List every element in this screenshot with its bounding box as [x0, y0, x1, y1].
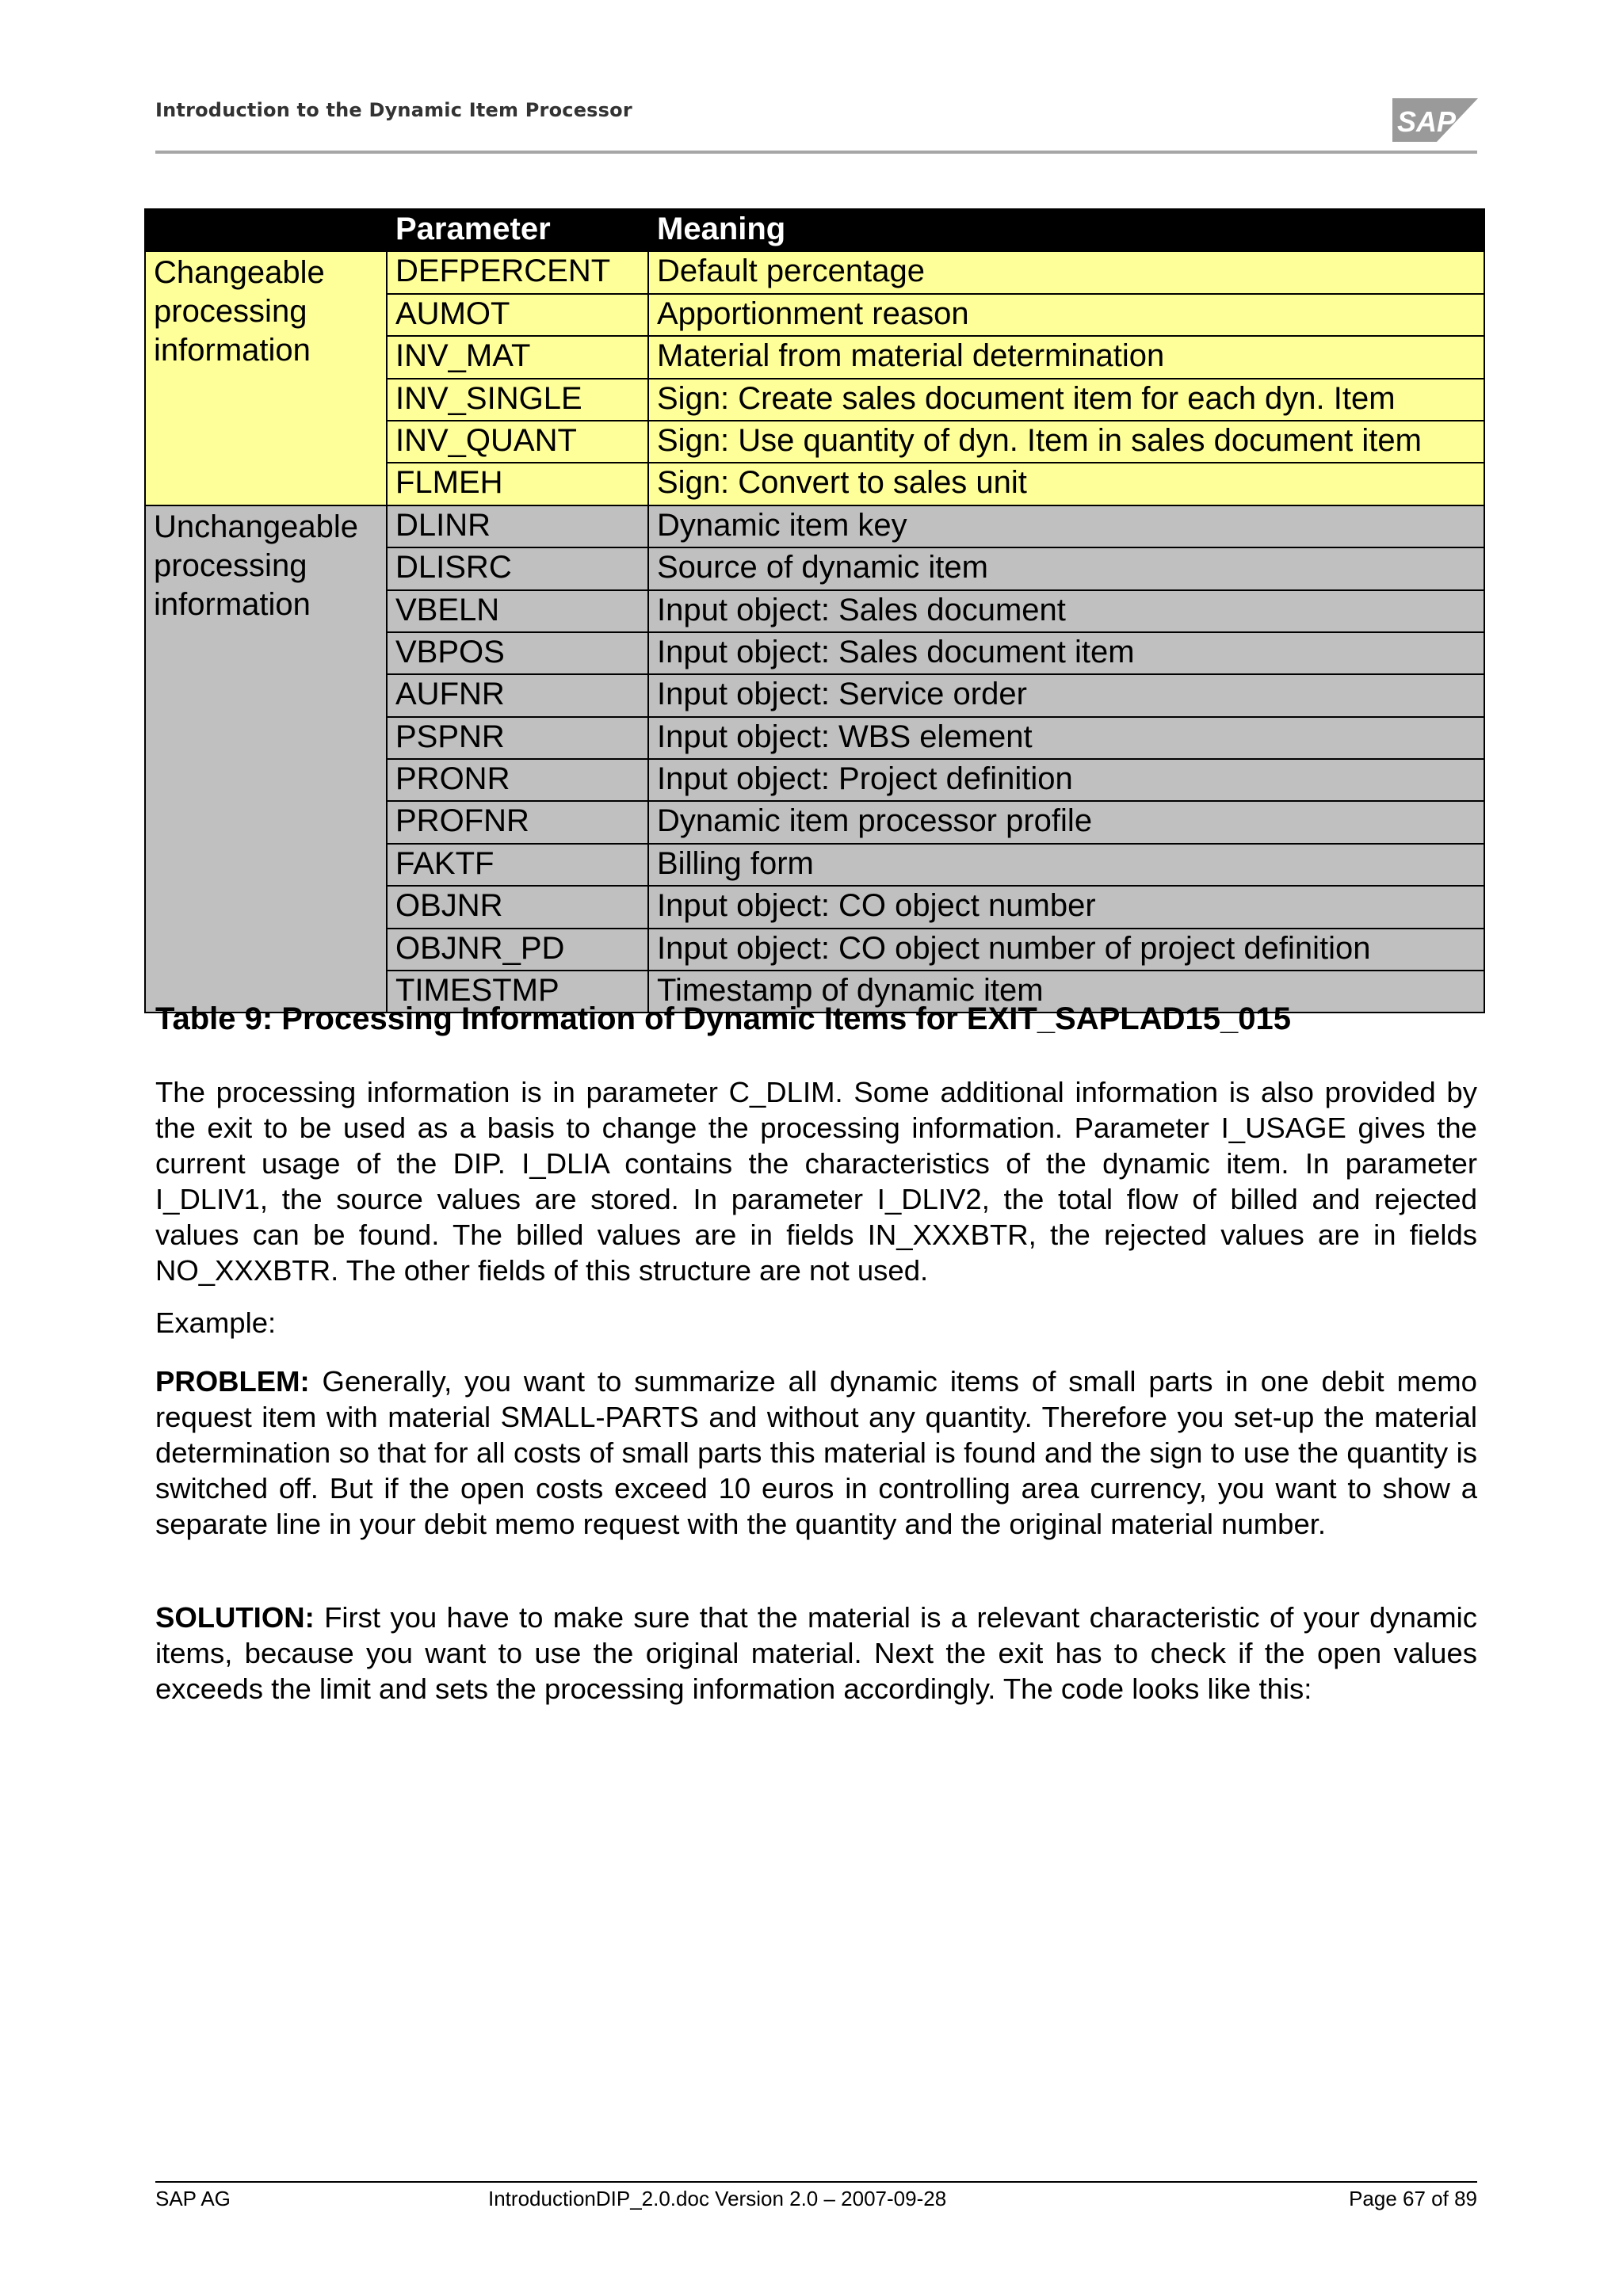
body-paragraph-solution: [155, 1600, 1477, 1707]
param-cell: AUMOT: [387, 294, 648, 336]
param-cell: DLINR: [387, 505, 648, 547]
meaning-cell: Dynamic item processor profile: [648, 801, 1484, 843]
meaning-cell: Input object: CO object number of project definition: [648, 929, 1484, 971]
group-label-unchangeable: Unchangeable processing information: [145, 505, 387, 1013]
meaning-cell: Input object: WBS element: [648, 717, 1484, 759]
header-cell-group: [145, 209, 387, 251]
param-cell: INV_MAT: [387, 336, 648, 378]
footer-page-number: Page 67 of 89: [1349, 2187, 1477, 2210]
meaning-cell: Input object: Sales document: [648, 590, 1484, 632]
meaning-cell: Sign: Use quantity of dyn. Item in sales document item: [648, 421, 1484, 463]
param-cell: TIMESTMP: [387, 971, 648, 1013]
param-cell: INV_QUANT: [387, 421, 648, 463]
param-cell: FAKTF: [387, 844, 648, 886]
body-paragraph-intro: The processing information is in parameter C_DLIM. Some additional information is also provided by the exit to be used as a basis to change the processing information. Parameter I_USAGE gives the current usage of the DIP. I_DLIA contains the characteristics of the dynamic item. In parameter I_DLIV1, the source values are stored. In parameter I_DLIV2, the total flow of billed and rejected values can be found. The billed values are in fields IN_XXXBTR, the rejected values are in fields NO_XXXBTR. The other fields of this structure are not used.: [155, 1076, 1477, 1287]
meaning-cell: Billing form: [648, 844, 1484, 886]
param-cell: DLISRC: [387, 547, 648, 589]
meaning-cell: Dynamic item key: [648, 505, 1484, 547]
processing-info-table: [144, 208, 1485, 1013]
problem-text: Generally, you want to summarize all dynamic items of small parts in one debit memo request item with material SMALL-PARTS and without any quantity. Therefore you set-up the material determination so that for all costs of small parts this material is found and the sign to use the quantity is switched off. But if the open costs exceed 10 euros in controlling area currency, you want to show a separate line in your debit memo request with the quantity and the original material number.: [155, 1365, 1477, 1540]
solution-text: First you have to make sure that the material is a relevant characteristic of your dynamic items, because you want to use the original material. Next the exit has to check if the open values exceeds the limit and sets the processing information accordingly. The code looks like this:: [155, 1601, 1477, 1705]
param-cell: INV_SINGLE: [387, 379, 648, 421]
body-paragraph-problem: [155, 1363, 1477, 1542]
meaning-cell: Timestamp of dynamic item: [648, 971, 1484, 1013]
problem-label: PROBLEM:: [155, 1365, 310, 1398]
table-header-row: [145, 209, 1484, 251]
meaning-cell: Input object: Service order: [648, 674, 1484, 716]
param-cell: OBJNR_PD: [387, 929, 648, 971]
meaning-cell: Input object: CO object number: [648, 886, 1484, 928]
body-paragraph-example: Example:: [155, 1306, 277, 1339]
footer-document-version: IntroductionDIP_2.0.doc Version 2.0 – 2007-09-28: [488, 2187, 947, 2210]
param-cell: PSPNR: [387, 717, 648, 759]
table-caption: Table 9: Processing Information of Dynamic Items for EXIT_SAPLAD15_015: [155, 1001, 1291, 1036]
meaning-cell: Source of dynamic item: [648, 547, 1484, 589]
meaning-cell: Default percentage: [648, 251, 1484, 293]
param-cell: FLMEH: [387, 463, 648, 505]
sap-logo-text: SAP: [1397, 105, 1457, 138]
solution-label: SOLUTION:: [155, 1601, 315, 1634]
group-label-changeable: Changeable processing information: [145, 251, 387, 505]
header-title: Introduction to the Dynamic Item Processor: [155, 99, 632, 121]
footer-company: SAP AG: [155, 2187, 231, 2210]
meaning-cell: Apportionment reason: [648, 294, 1484, 336]
param-cell: AUFNR: [387, 674, 648, 716]
sap-logo-icon: [1392, 98, 1478, 142]
table-row: [145, 251, 1484, 293]
param-cell: PRONR: [387, 759, 648, 801]
header-divider: [155, 151, 1477, 154]
meaning-cell: Sign: Convert to sales unit: [648, 463, 1484, 505]
param-cell: OBJNR: [387, 886, 648, 928]
table-row: [145, 505, 1484, 547]
param-cell: VBPOS: [387, 632, 648, 674]
meaning-cell: Material from material determination: [648, 336, 1484, 378]
meaning-cell: Input object: Project definition: [648, 759, 1484, 801]
meaning-cell: Sign: Create sales document item for each dyn. Item: [648, 379, 1484, 421]
meaning-cell: Input object: Sales document item: [648, 632, 1484, 674]
param-cell: PROFNR: [387, 801, 648, 843]
param-cell: VBELN: [387, 590, 648, 632]
header-cell-parameter: Parameter: [387, 209, 648, 251]
header-cell-meaning: Meaning: [648, 209, 1484, 251]
footer-divider: [155, 2181, 1477, 2183]
param-cell: DEFPERCENT: [387, 251, 648, 293]
